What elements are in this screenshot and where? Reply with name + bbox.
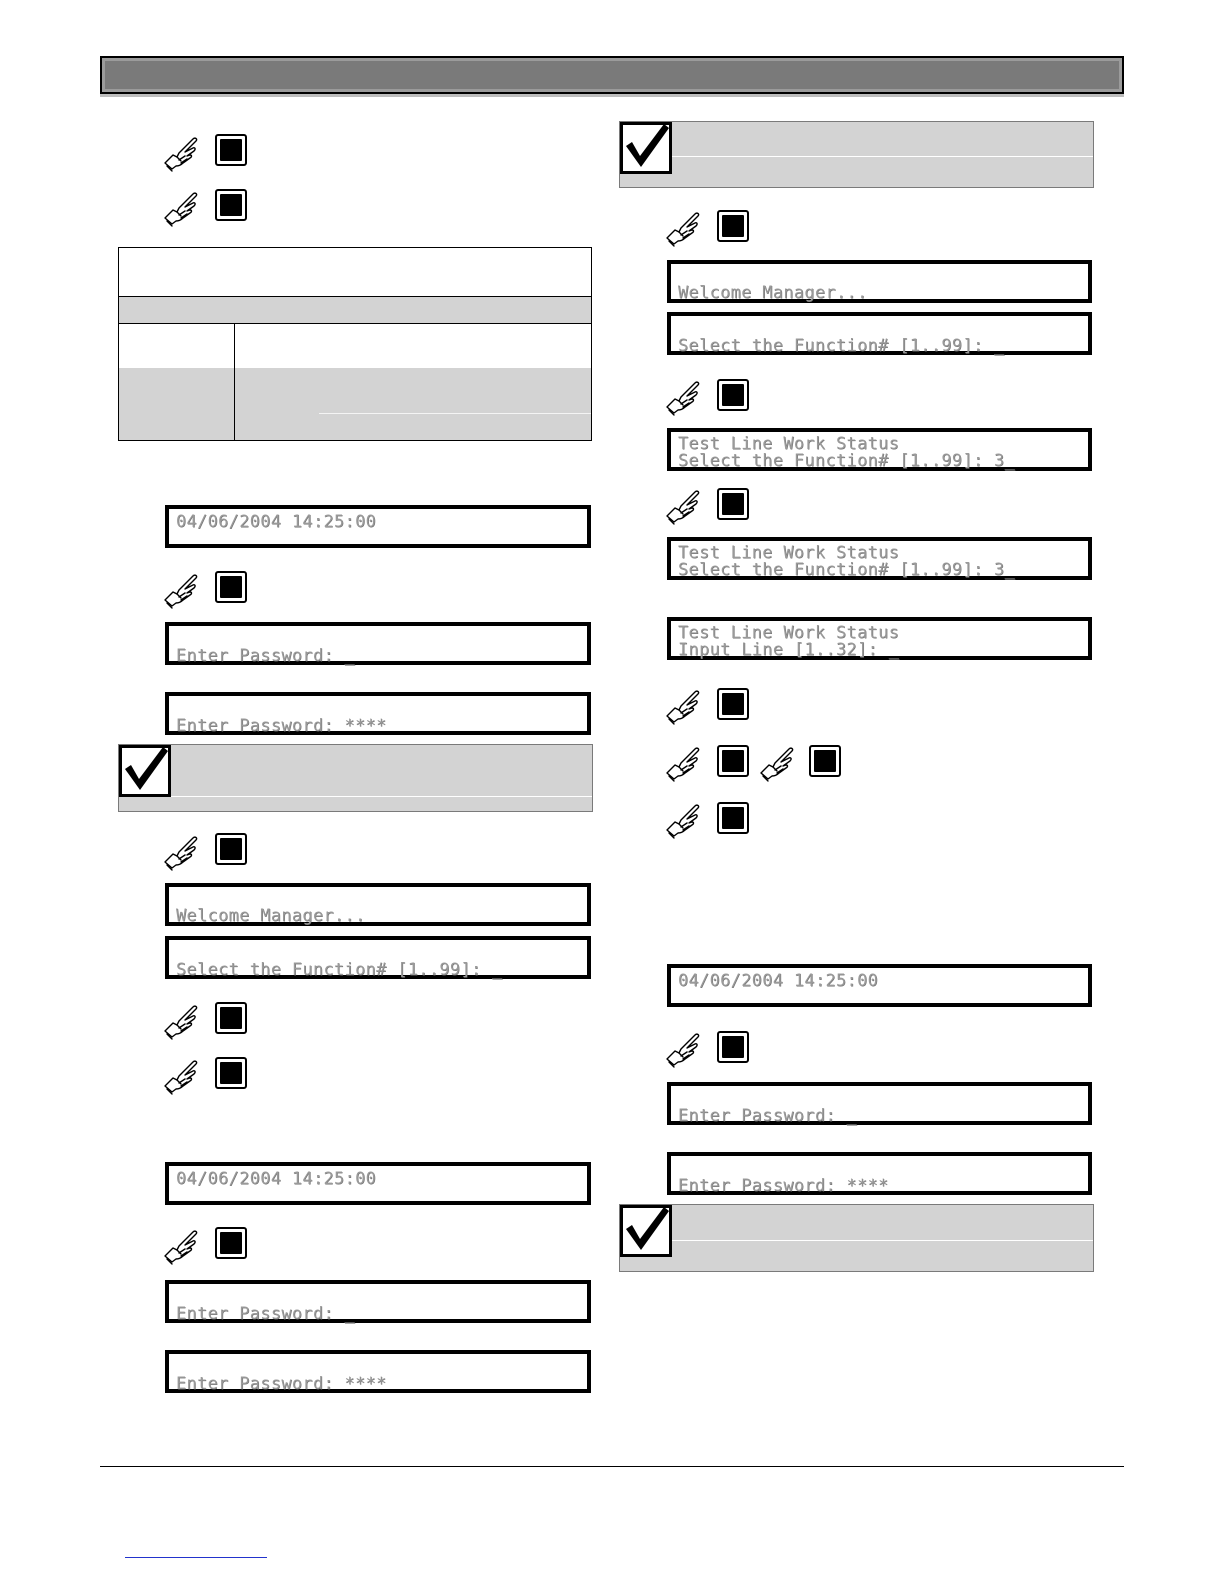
pointing-hand-icon — [665, 1029, 705, 1069]
keypad-key-icon[interactable] — [215, 1227, 247, 1259]
checkbox-frame — [620, 1205, 672, 1257]
checkbox-check-icon — [119, 745, 171, 797]
lcd-display — [667, 428, 1092, 471]
checkbox-check-icon — [620, 1205, 672, 1257]
lcd-display — [667, 1152, 1092, 1195]
footer-link-underline[interactable] — [125, 1557, 267, 1558]
lcd-line: Select the Function# [1..99]: 3_ — [678, 560, 1016, 580]
lcd-line: Select the Function# [1..99]: _ — [678, 336, 1005, 356]
keypad-key-icon[interactable] — [215, 1057, 247, 1089]
lcd-line: Enter Password: _ — [176, 1304, 356, 1324]
lcd-line: Test Line Work Status — [678, 434, 900, 454]
pointing-hand-icon — [665, 208, 705, 248]
lcd-display — [667, 1082, 1092, 1125]
table-row-shaded — [119, 368, 591, 440]
lcd-line: Enter Password: **** — [678, 1176, 889, 1196]
lcd-line: 04/06/2004 14:25:00 — [176, 1169, 377, 1189]
note-box — [619, 121, 1094, 188]
footer-rule — [100, 1466, 1124, 1467]
lcd-line: Select the Function# [1..99]: 3_ — [678, 451, 1016, 471]
lcd-display — [667, 537, 1092, 580]
lcd-line: 04/06/2004 14:25:00 — [176, 512, 377, 532]
header-bar — [100, 56, 1124, 94]
lcd-line: Welcome Manager... — [176, 906, 366, 926]
lcd-line: Input Line [1..32]: _ — [678, 640, 900, 660]
pointing-hand-icon — [665, 486, 705, 526]
lcd-display — [165, 505, 591, 548]
checkbox-check-icon — [620, 122, 672, 174]
pointing-hand-icon — [163, 133, 203, 173]
keypad-key-icon[interactable] — [717, 379, 749, 411]
keypad-key-icon[interactable] — [215, 571, 247, 603]
checkbox-frame — [119, 745, 171, 797]
lcd-line: Enter Password: _ — [678, 1106, 858, 1126]
pointing-hand-icon — [665, 743, 705, 783]
keypad-key-icon[interactable] — [809, 745, 841, 777]
lcd-display — [165, 1280, 591, 1323]
lcd-display — [165, 883, 591, 926]
pointing-hand-icon — [665, 686, 705, 726]
checkbox-frame — [620, 122, 672, 174]
keypad-key-icon[interactable] — [215, 189, 247, 221]
lcd-line: Enter Password: **** — [176, 1374, 387, 1394]
lcd-display — [667, 312, 1092, 355]
lcd-line: Test Line Work Status — [678, 623, 900, 643]
lcd-display — [165, 936, 591, 979]
keypad-key-icon[interactable] — [717, 802, 749, 834]
lcd-display — [165, 622, 591, 665]
keypad-key-icon[interactable] — [717, 745, 749, 777]
header-shadow — [100, 94, 1124, 97]
reference-table — [118, 247, 592, 441]
note-box — [619, 1204, 1094, 1272]
lcd-line: Test Line Work Status — [678, 543, 900, 563]
pointing-hand-icon — [665, 377, 705, 417]
keypad-key-icon[interactable] — [717, 688, 749, 720]
table-header-row — [119, 296, 591, 324]
pointing-hand-icon — [759, 743, 799, 783]
lcd-display — [165, 692, 591, 735]
keypad-key-icon[interactable] — [215, 833, 247, 865]
keypad-key-icon[interactable] — [717, 210, 749, 242]
lcd-line: Enter Password: **** — [176, 716, 387, 736]
lcd-line: Welcome Manager... — [678, 283, 868, 303]
lcd-line: Select the Function# [1..99]: _ — [176, 960, 503, 980]
lcd-line: Enter Password: _ — [176, 646, 356, 666]
pointing-hand-icon — [163, 188, 203, 228]
note-box — [118, 744, 593, 812]
pointing-hand-icon — [665, 800, 705, 840]
pointing-hand-icon — [163, 832, 203, 872]
keypad-key-icon[interactable] — [215, 134, 247, 166]
keypad-key-icon[interactable] — [717, 488, 749, 520]
lcd-display — [165, 1162, 591, 1205]
lcd-display — [667, 617, 1092, 660]
keypad-key-icon[interactable] — [717, 1031, 749, 1063]
lcd-display — [667, 964, 1092, 1007]
keypad-key-icon[interactable] — [215, 1002, 247, 1034]
pointing-hand-icon — [163, 1226, 203, 1266]
pointing-hand-icon — [163, 570, 203, 610]
lcd-line: 04/06/2004 14:25:00 — [678, 971, 879, 991]
pointing-hand-icon — [163, 1001, 203, 1041]
lcd-display — [165, 1350, 591, 1393]
lcd-display — [667, 260, 1092, 303]
pointing-hand-icon — [163, 1056, 203, 1096]
